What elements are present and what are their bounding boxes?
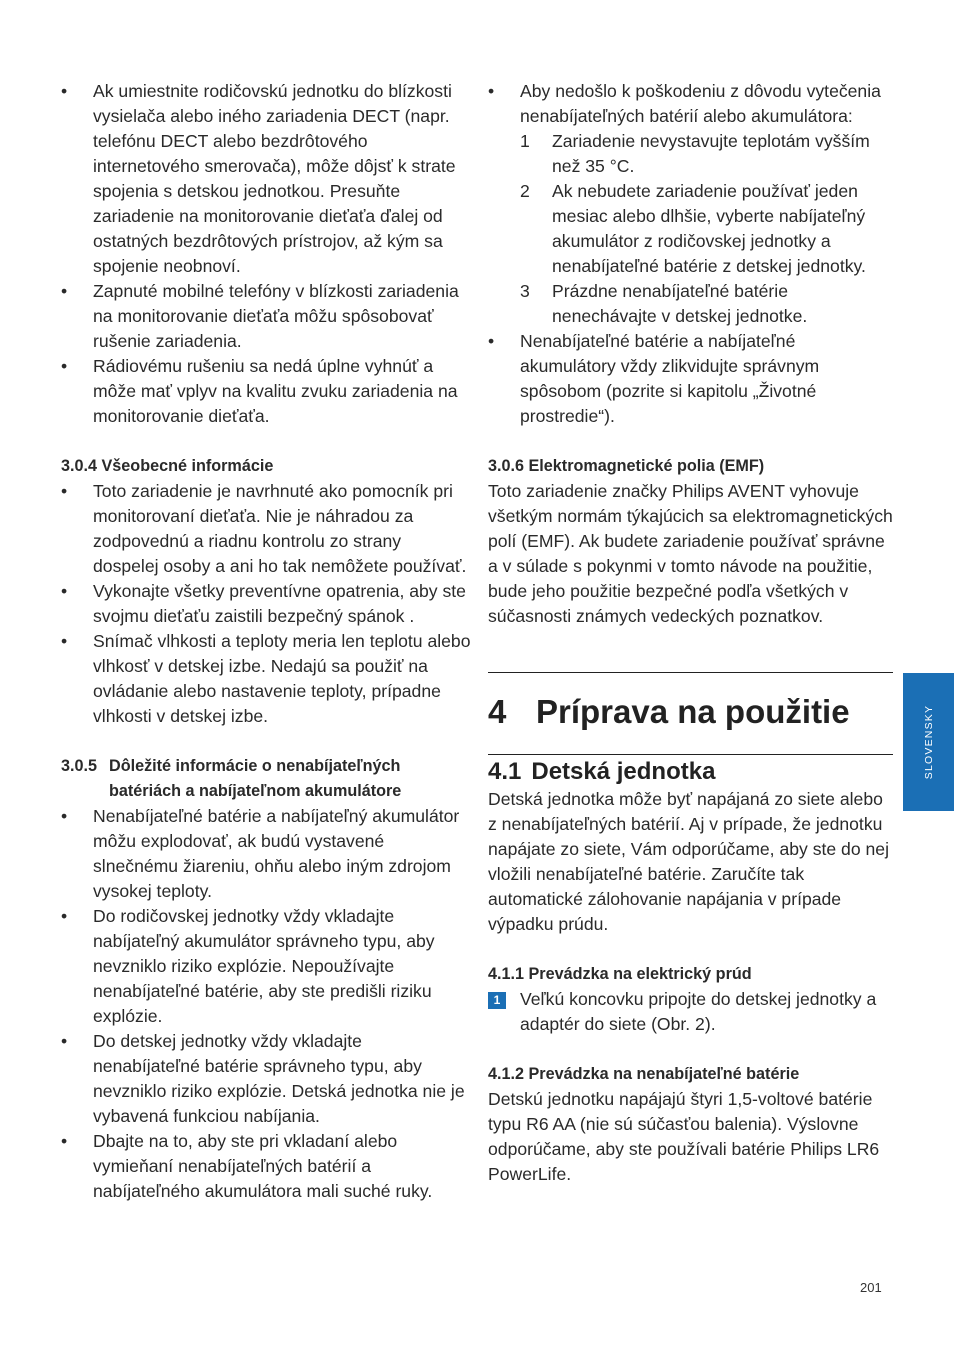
item-number: 1 <box>520 131 530 151</box>
chapter-number: 4 <box>488 693 507 730</box>
section-title <box>488 757 893 787</box>
page-number: 201 <box>860 1280 882 1295</box>
list-item: • Nenabíjateľné batérie a nabíjateľný akumulátor môžu explodovať, ak budú vystavené slnečnému žiareniu, ohňu alebo iným zdrojom vysokej teploty. <box>61 804 471 904</box>
chapter-title <box>488 692 893 732</box>
list-item-intro: Aby nedošlo k poškodeniu z dôvodu vytečenia nenabíjateľných batérií alebo akumulátora: <box>520 81 881 126</box>
heading-number: 3.0.5 <box>61 757 98 775</box>
numbered-item <box>520 129 893 179</box>
numbered-item <box>520 179 893 279</box>
paragraph-battery-power: Detskú jednotku napájajú štyri 1,5-voltové batérie typu R6 AA (nie sú súčasťou balenia). Výslovne odporúčame, aby ste používali batérie Philips LR6 PowerLife. <box>488 1089 880 1184</box>
item-number: 3 <box>520 281 530 301</box>
left-column <box>61 79 471 1204</box>
step-item <box>488 987 893 1037</box>
item-text: Prázdne nenabíjateľné batérie nenechávajte v detskej jednotke. <box>552 281 808 326</box>
list-item: • Do detskej jednotky vždy vkladajte nenabíjateľné batérie správneho typu, aby nevzniklo riziko explózie. Detská jednotka nie je vybavená funkciou nabíjania. <box>61 1029 471 1129</box>
language-tab <box>903 673 954 811</box>
item-text: Zariadenie nevystavujte teplotám vyšším než 35 °C. <box>552 131 870 176</box>
section-rule <box>488 754 893 755</box>
chapter-text: Príprava na použitie <box>536 693 850 730</box>
heading-emf: 3.0.6 Elektromagnetické polia (EMF) <box>488 457 765 475</box>
language-tab-label: SLOVENSKY <box>922 704 935 780</box>
numbered-list <box>520 129 893 329</box>
heading-battery-power: 4.1.2 Prevádzka na nenabíjateľné batérie <box>488 1065 800 1083</box>
heading-text: Dôležité informácie o nenabíjateľných batériách a nabíjateľnom akumulátore <box>109 757 402 800</box>
list-item: • Do rodičovskej jednotky vždy vkladajte nabíjateľný akumulátor správneho typu, aby nevzniklo riziko explózie. Nepoužívajte nenabíjateľné batérie, aby ste predišli riziku explózie. <box>61 904 471 1029</box>
list-item: • Nenabíjateľné batérie a nabíjateľné akumulátory vždy zlikvidujte správnym spôsobom (pozrite si kapitolu „Životné prostredie“). <box>488 329 893 429</box>
general-info-list <box>61 479 471 729</box>
list-item: • Toto zariadenie je navrhnuté ako pomocník pri monitorovaní dieťaťa. Nie je náhradou za zodpovednú a riadnu kontrolu zo strany dospelej osoby a ani ho tak nemôžete používať. <box>61 479 471 579</box>
step-text: Veľkú koncovku pripojte do detskej jednotky a adaptér do siete (Obr. 2). <box>520 989 877 1034</box>
warning-list <box>61 79 471 429</box>
list-item: • Snímač vlhkosti a teploty meria len teplotu alebo vlhkosť v detskej izbe. Nedajú sa použiť na ovládanie alebo nastavenie teploty, prípadne vlhkosti v detskej izbe. <box>61 629 471 729</box>
step-number-badge: 1 <box>488 992 506 1009</box>
item-text: Ak nebudete zariadenie používať jeden mesiac alebo dlhšie, vyberte nabíjateľný akumulátor z rodičovskej jednotky a nenabíjateľné batérie z detskej jednotky. <box>552 181 866 276</box>
list-item: • Vykonajte všetky preventívne opatrenia, aby ste svojmu dieťaťu zaistili bezpečný spánok . <box>61 579 471 629</box>
numbered-item <box>520 279 893 329</box>
heading-battery-info <box>61 754 471 804</box>
list-item: • Zapnuté mobilné telefóny v blízkosti zariadenia na monitorovanie dieťaťa môžu spôsobovať rušenie zariadenia. <box>61 279 471 354</box>
heading-general-info: 3.0.4 Všeobecné informácie <box>61 457 274 475</box>
list-item <box>488 79 893 329</box>
leak-prevention-list <box>488 79 893 429</box>
chapter-rule <box>488 672 893 673</box>
item-number: 2 <box>520 181 530 201</box>
list-item: • Rádiovému rušeniu sa nedá úplne vyhnúť a môže mať vplyv na kvalitu zvuku zariadenia na monitorovanie dieťaťa. <box>61 354 471 429</box>
paragraph-baby-unit: Detská jednotka môže byť napájaná zo siete alebo z nenabíjateľných batérií. Aj v prípade, že jednotku napájate zo siete, Vám odporúčame, aby ste do nej vložili nenabíjateľné batérie. Zaručíte tak automatické zálohovanie napájania v prípade výpadku prúdu. <box>488 789 889 934</box>
battery-info-list <box>61 804 471 1204</box>
list-item: • Dbajte na to, aby ste pri vkladaní alebo vymieňaní nenabíjateľných batérií a nabíjateľného akumulátora mali suché ruky. <box>61 1129 471 1204</box>
heading-mains-power: 4.1.1 Prevádzka na elektrický prúd <box>488 965 752 983</box>
section-text: Detská jednotka <box>531 758 716 785</box>
list-item: • Ak umiestnite rodičovskú jednotku do blízkosti vysielača alebo iného zariadenia DECT (napr. telefónu DECT alebo bezdrôtového internetového smerovača), môže dôjsť k strate spojenia s detskou jednotkou. Presuňte zariadenie na monitorovanie dieťaťa ďalej od ostatných bezdrôtových prístrojov, až kým sa spojenie neobnoví. <box>61 79 471 279</box>
paragraph-emf: Toto zariadenie značky Philips AVENT vyhovuje všetkým normám týkajúcich sa elektromagnetických polí (EMF). Ak budete zariadenie používať správne a v súlade s pokynmi v tomto návode na použitie, bude jeho použitie bezpečné podľa všetkých v súčasnosti známych vedeckých poznatkov. <box>488 481 893 626</box>
section-number: 4.1 <box>488 758 522 785</box>
right-column <box>488 79 893 1187</box>
